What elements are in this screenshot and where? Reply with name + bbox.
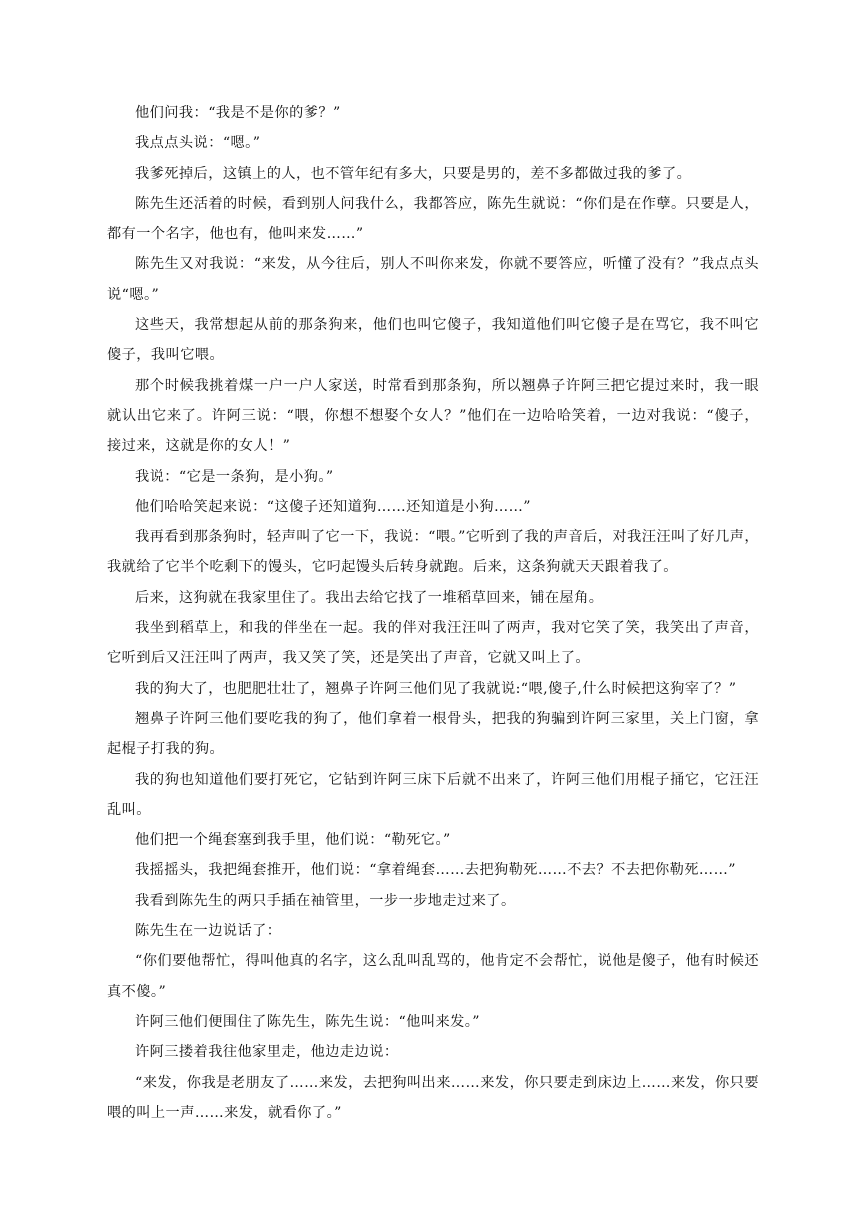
paragraph: 我爹死掉后，这镇上的人，也不管年纪有多大，只要是男的，差不多都做过我的爹了。: [135, 165, 692, 182]
paragraph: 这些天，我常想起从前的那条狗来，他们也叫它傻子，我知道他们叫它傻子是在骂它，我不叫它傻子，我叫它喂。: [107, 317, 759, 364]
paragraph: 陈先生在一边说话了：: [135, 923, 282, 940]
paragraph: 我的狗也知道他们要打死它，它钻到许阿三床下后就不出来了，许阿三他们用棍子捅它，它汪汪乱叫。: [107, 771, 759, 818]
paragraph: “来发，你我是老朋友了……来发，去把狗叫出来……来发，你只要走到床边上……来发，你只要喂的叫上一声……来发，就看你了。”: [107, 1074, 759, 1121]
paragraph: 翘鼻子许阿三他们要吃我的狗了，他们拿着一根骨头，把我的狗骗到许阿三家里，关上门窗，拿起棍子打我的狗。: [107, 710, 759, 758]
paragraph: 我看到陈先生的两只手插在袖管里，一步一步地走过来了。: [135, 892, 516, 909]
paragraph: 陈先生还活着的时候，看到别人问我什么，我都答应，陈先生就说：“你们是在作孽。只要是人，都有一个名字，他也有，他叫来发……”: [107, 195, 759, 243]
paragraph: 许阿三他们便围住了陈先生，陈先生说：“他叫来发。”: [135, 1013, 480, 1030]
story-text: [107, 98, 759, 1128]
paragraph: 我坐到稻草上，和我的伴坐在一起。我的伴对我汪汪叫了两声，我对它笑了笑，我笑出了声音，它听到后又汪汪叫了两声，我又笑了笑，还是笑出了声音，它就又叫上了。: [107, 620, 759, 667]
paragraph: 我的狗大了，也肥肥壮壮了，翘鼻子许阿三他们见了我就说:“喂,傻子,什么时候把这狗宰了？”: [135, 680, 737, 697]
paragraph: 许阿三搂着我往他家里走，他边走边说：: [135, 1044, 399, 1061]
paragraph: 他们把一个绳套塞到我手里，他们说：“勒死它。”: [135, 832, 451, 849]
paragraph: 他们问我：“我是不是你的爹？”: [135, 105, 341, 121]
paragraph: 我摇摇头，我把绳套推开，他们说：“拿着绳套……去把狗勒死……不去？不去把你勒死……”: [135, 862, 736, 879]
paragraph: 陈先生又对我说：“来发，从今往后，别人不叫你来发，你就不要答应，听懂了没有？”我点点头说“嗯。”: [107, 256, 759, 303]
paragraph: 我再看到那条狗时，轻声叫了它一下，我说：“喂。”它听到了我的声音后，对我汪汪叫了好几声，我就给了它半个吃剩下的馒头，它叼起馒头后转身就跑。后来，这条狗就天天跟着我了。: [107, 529, 759, 576]
paragraph: 那个时候我挑着煤一户一户人家送，时常看到那条狗，所以翘鼻子许阿三把它提过来时，我一眼就认出它来了。许阿三说：“喂，你想不想娶个女人？”他们在一边哈哈笑着，一边对我说：“傻子，接过来，这就是你的女人！”: [107, 377, 759, 455]
paragraph: 我说：“它是一条狗，是小狗。”: [135, 468, 334, 485]
paragraph: 后来，这狗就在我家里住了。我出去给它找了一堆稻草回来，铺在屋角。: [135, 589, 604, 606]
paragraph: “你们要他帮忙，得叫他真的名字，这么乱叫乱骂的，他肯定不会帮忙，说他是傻子，他有时候还真不傻。”: [107, 953, 759, 1000]
paragraph: 我点点头说：“嗯。”: [135, 135, 261, 152]
paragraph: 他们哈哈笑起来说：“这傻子还知道狗……还知道是小狗……”: [135, 498, 531, 515]
